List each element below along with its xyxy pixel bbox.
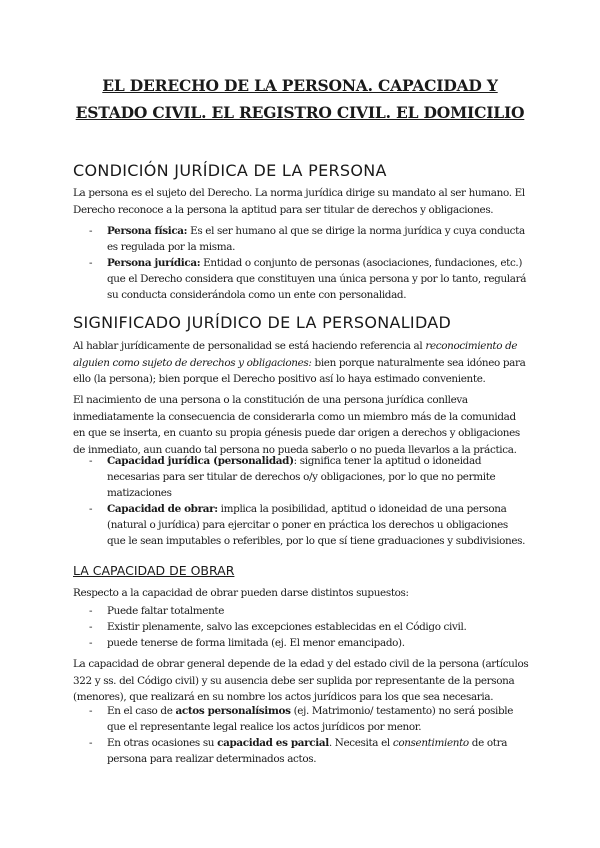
item2-italic: consentimiento: [392, 737, 469, 749]
list-item-case-3: [73, 635, 529, 651]
section2-list: [73, 453, 529, 549]
item1-pre: En el caso de: [107, 705, 176, 717]
dash-bullet: -: [89, 225, 93, 237]
dash-bullet: -: [89, 637, 93, 649]
document-title: [60, 72, 540, 126]
section-heading-capacidad-obrar: LA CAPACIDAD DE OBRAR: [73, 563, 235, 578]
list-item-capacidad-obrar: [73, 501, 529, 549]
item2-pre: En otras ocasiones su: [107, 737, 218, 749]
list-item-case-1: [73, 603, 529, 619]
term-capacidad-obrar: Capacidad de obrar:: [107, 503, 218, 515]
list-item-capacidad-juridica: [73, 453, 529, 501]
dash-bullet: -: [89, 737, 93, 749]
term-persona-fisica: Persona física:: [107, 225, 188, 237]
list-item-actos-personalisimos: [73, 703, 529, 735]
section3-detail-list: [73, 703, 529, 767]
list-item-persona-fisica: [73, 223, 529, 255]
section-heading-significado: SIGNIFICADO JURÍDICO DE LA PERSONALIDAD: [73, 313, 452, 332]
item2-bold: capacidad es parcial: [217, 737, 329, 749]
case-3-text: puede tenerse de forma limitada (ej. El menor emancipado).: [107, 637, 405, 649]
dash-bullet: -: [89, 605, 93, 617]
section3-intro: Respecto a la capacidad de obrar pueden darse distintos supuestos:: [73, 587, 409, 599]
dash-bullet: -: [89, 257, 93, 269]
term-persona-juridica: Persona jurídica:: [107, 257, 201, 269]
dash-bullet: -: [89, 455, 93, 467]
dash-bullet: -: [89, 503, 93, 515]
item1-post: (ej. Matrimonio/ testamento) no será posible que el representante legal realice los actos jurídicos por menor.: [107, 705, 514, 733]
list-item-capacidad-parcial: [73, 735, 529, 767]
text-persona-fisica: Es el ser humano al que se dirige la norma jurídica y cuya conducta es regulada por la misma.: [107, 225, 525, 253]
dash-bullet: -: [89, 621, 93, 633]
p1-start: Al hablar jurídicamente de personalidad se está haciendo referencia al: [73, 340, 426, 352]
dash-bullet: -: [89, 705, 93, 717]
text-persona-juridica: Entidad o conjunto de personas (asociaciones, fundaciones, etc.) que el Derecho considera que constituyen una única persona y por lo tanto, regulará su conducta considerándola como un ente con personalidad.: [107, 257, 527, 301]
section1-paragraph: La persona es el sujeto del Derecho. La norma jurídica dirige su mandato al ser humano. El Derecho reconoce a la persona la aptitud para ser titular de derechos y obligaciones.: [73, 187, 525, 216]
p1-end: bien porque naturalmente sea idóneo para ello (la persona); bien porque el Derecho positivo así lo haya estimado conveniente.: [73, 356, 526, 385]
section3-paragraph: La capacidad de obrar general depende de la edad y del estado civil de la persona (artículos 322 y ss. del Código civil) y su ausencia debe ser suplida por representante de la persona (menores), que realizará en su nombre los actos jurídicos para los que sea necesaria.: [73, 658, 529, 703]
text-capacidad-juridica: : significa tener la aptitud o idoneidad necesarias para ser titular de derechos o/y obligaciones, por lo que no permite matizaciones: [107, 455, 496, 499]
item2-mid: . Necesita el: [328, 737, 393, 749]
title-line-1: EL DERECHO DE LA PERSONA. CAPACIDAD Y: [102, 76, 498, 95]
section2-paragraph-2: El nacimiento de una persona o la constitución de una persona jurídica conlleva inmediatamente la consecuencia de considerarla como un miembro más de la comunidad en que se inserta, en cuanto su propia génesis puede dar origen a derechos y obligaciones de inmediato, aun cuando tal persona no pueda saberlo o no pueda llevarlos a la práctica.: [73, 394, 520, 456]
text-capacidad-obrar: implica la posibilidad, aptitud o idoneidad de una persona (natural o jurídica) para ejercitar o poner en práctica los derechos u obligaciones que le sean imputables o referibles, por lo que sí tiene graduaciones y subdivisiones.: [107, 503, 526, 547]
section-heading-condicion: CONDICIÓN JURÍDICA DE LA PERSONA: [73, 161, 387, 180]
case-2-text: Existir plenamente, salvo las excepciones establecidas en el Código civil.: [107, 621, 467, 633]
title-line-2: ESTADO CIVIL. EL REGISTRO CIVIL. EL DOMICILIO: [75, 103, 525, 122]
section1-list: [73, 223, 529, 303]
item2-post: de otra persona para realizar determinados actos.: [107, 737, 508, 765]
item1-bold: actos personalísimos: [175, 705, 291, 717]
section2-paragraph-1: [73, 338, 529, 388]
term-capacidad-juridica: Capacidad jurídica (personalidad): [107, 455, 294, 467]
list-item-persona-juridica: [73, 255, 529, 303]
case-1-text: Puede faltar totalmente: [107, 605, 225, 617]
p1-italic: reconocimiento de alguien como sujeto de derechos y obligaciones:: [73, 340, 518, 369]
section3-cases-list: [73, 603, 529, 651]
list-item-case-2: [73, 619, 529, 635]
